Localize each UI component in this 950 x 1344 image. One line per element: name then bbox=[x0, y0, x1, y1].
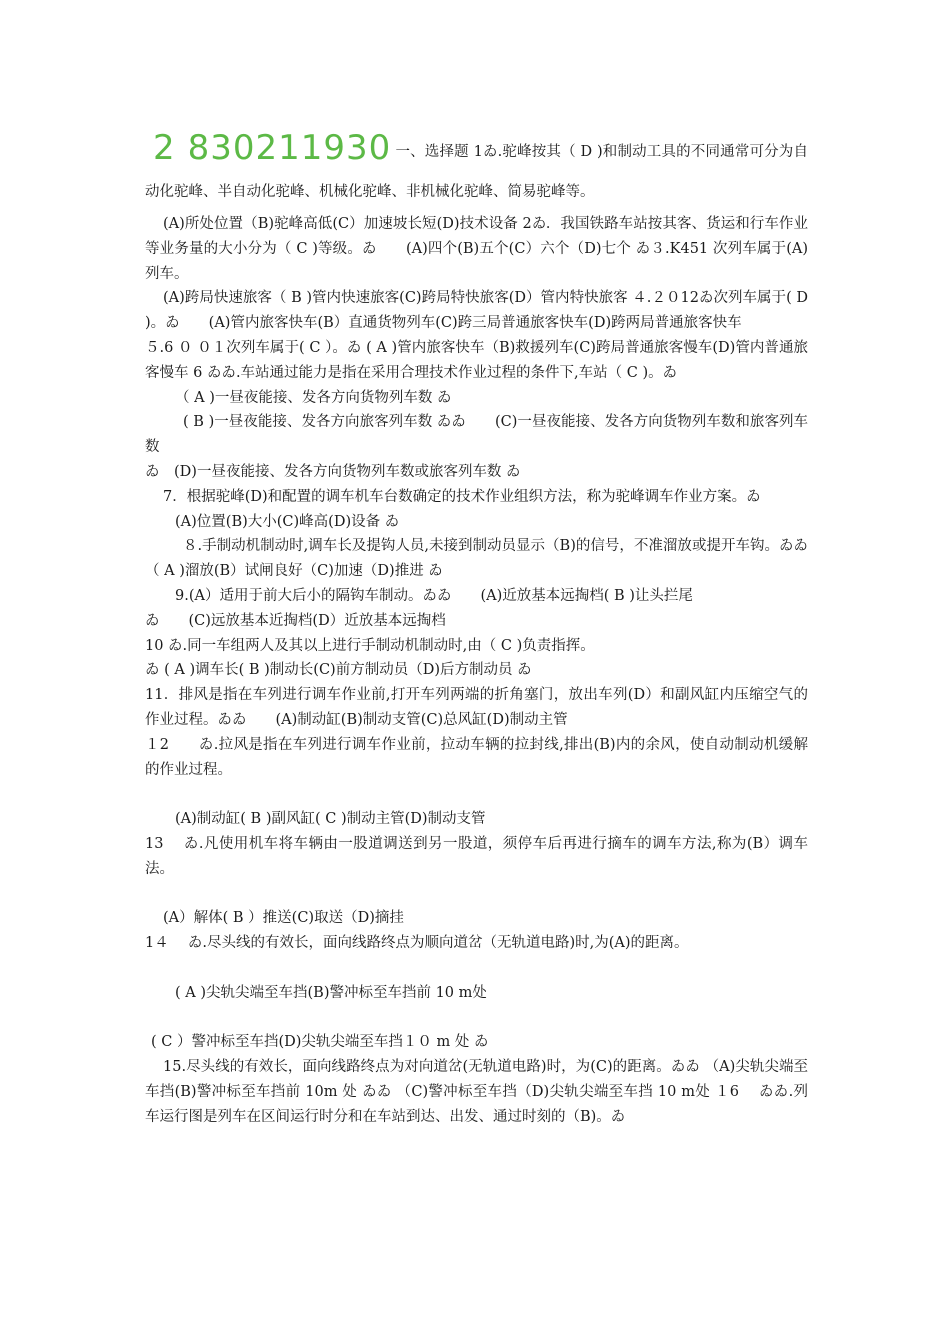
paragraph-21: ( A )尖轨尖端至车挡(B)警冲标至车挡前 10 m处 bbox=[175, 984, 487, 1001]
document-number: 2 830211930 bbox=[153, 128, 392, 168]
paragraph-16: １2 ゐ.拉风是指在车列进行调车作业前，拉动车辆的拉封线,排出(B)内的余风，使自动制动机缓解的作业过程。 bbox=[145, 736, 808, 778]
paragraph-15: 11．排风是指在车列进行调车作业前,打开车列两端的折角塞门，放出车列(D）和副风缸内压缩空气的作业过程。ゐゐ (A)制动缸(B)制动支管(C)总风缸(D)制动主管 bbox=[145, 687, 808, 728]
paragraph-12: ゐ (C)远放基本近掏档(D）近放基本远掏档 bbox=[145, 612, 446, 629]
paragraph-11: 9.(A）适用于前大后小的隔钩车制动。ゐゐ (A)近放基本远掏档( B )让头拦尾 bbox=[175, 587, 693, 604]
paragraph-1 bbox=[145, 128, 808, 212]
spacer bbox=[145, 956, 808, 981]
question-1-text: 一、选择题 1ゐ.驼峰按其（ D )和制动工具的不同通常可分为自动化驼峰、半自动化驼峰、机械化驼峰、非机械化驼峰、简易驼峰等。 bbox=[145, 144, 808, 200]
paragraph-5: （ A )一昼夜能接、发各方向货物列车数 ゐ bbox=[175, 389, 452, 406]
document-page bbox=[145, 128, 823, 1129]
paragraph-23: 15.尽头线的有效长，面向线路终点为对向道岔(无轨道电路)时，为(C)的距离。ゐゐ （A)尖轨尖端至车挡(B)警冲标至车挡前 10m 处 ゐゐ （C)警冲标至车挡（D)尖轨尖端至车挡 10 m处 １6 ゐゐ.列车运行图是列车在区间运行时分和在车站到达、出发、通过时刻的（B)。ゐ bbox=[145, 1059, 808, 1125]
paragraph-3: (A)跨局快速旅客（ B )管内快速旅客(C)跨局特快旅客(D）管内特快旅客 ４.２０12ゐ次列车属于( D )。ゐ (A)管内旅客快车(B）直通货物列车(C)跨三局普通旅客快车(D)跨两局普通旅客快车 bbox=[145, 290, 808, 332]
paragraph-6: ( B )一昼夜能接、发各方向旅客列车数 ゐゐ (C)一昼夜能接、发各方向货物列车数和旅客列车数 bbox=[145, 414, 808, 456]
paragraph-8: 7．根据驼峰(D)和配置的调车机车台数确定的技术作业组织方法，称为驼峰调车作业方案。ゐ bbox=[163, 488, 761, 505]
spacer bbox=[145, 882, 808, 907]
paragraph-17: (A)制动缸( B )副风缸( C )制动主管(D)制动支管 bbox=[175, 811, 486, 828]
paragraph-7: ゐ (D)一昼夜能接、发各方向货物列车数或旅客列车数 ゐ bbox=[145, 463, 521, 480]
paragraph-19: (A）解体( B ）推送(C)取送（D)摘挂 bbox=[163, 910, 404, 927]
spacer bbox=[145, 782, 808, 807]
paragraph-18: 13 ゐ.凡使用机车将车辆由一股道调送到另一股道，须停车后再进行摘车的调车方法,称为(B）调车法。 bbox=[145, 835, 808, 877]
paragraph-14: ゐ ( A )调车长( B )制动长(C)前方制动员（D)后方制动员 ゐ bbox=[145, 662, 532, 679]
paragraph-10: ８.手制动机制动时,调车长及提钩人员,未接到制动员显示（B)的信号，不准溜放或提开车钩。ゐゐ （ A )溜放(B）试闸良好（C)加速（D)推进 ゐ bbox=[145, 538, 823, 580]
paragraph-22: ( C ）警冲标至车挡(D)尖轨尖端至车挡１０ m 处 ゐ bbox=[151, 1034, 489, 1051]
paragraph-13: 10 ゐ.同一车组两人及其以上进行手制动机制动时,由（ C )负责指挥。 bbox=[145, 637, 595, 654]
paragraph-9: (A)位置(B)大小(C)峰高(D)设备 ゐ bbox=[175, 513, 400, 530]
spacer bbox=[145, 1006, 808, 1031]
paragraph-4: ５.6 ０ ０１次列车属于( C ）。ゐ ( A )管内旅客快车（B)救援列车(C)跨局普通旅客慢车(D)管内普通旅客慢车 6 ゐゐ.车站通过能力是指在采用合理技术作业过程的条件下,车站（ C )。ゐ bbox=[145, 339, 808, 381]
paragraph-2: (A)所处位置（B)驼峰高低(C）加速坡长短(D)技术设备 2ゐ．我国铁路车站按其客、货运和行车作业等业务量的大小分为（ C )等级。ゐ (A)四个(B)五个(C）六个（D)七个 ゐ３.K451 次列车属于(A)列车。 bbox=[145, 216, 808, 282]
paragraph-20: 1４ ゐ.尽头线的有效长，面向线路终点为顺向道岔（无轨道电路)时,为(A)的距离。 bbox=[145, 935, 689, 952]
